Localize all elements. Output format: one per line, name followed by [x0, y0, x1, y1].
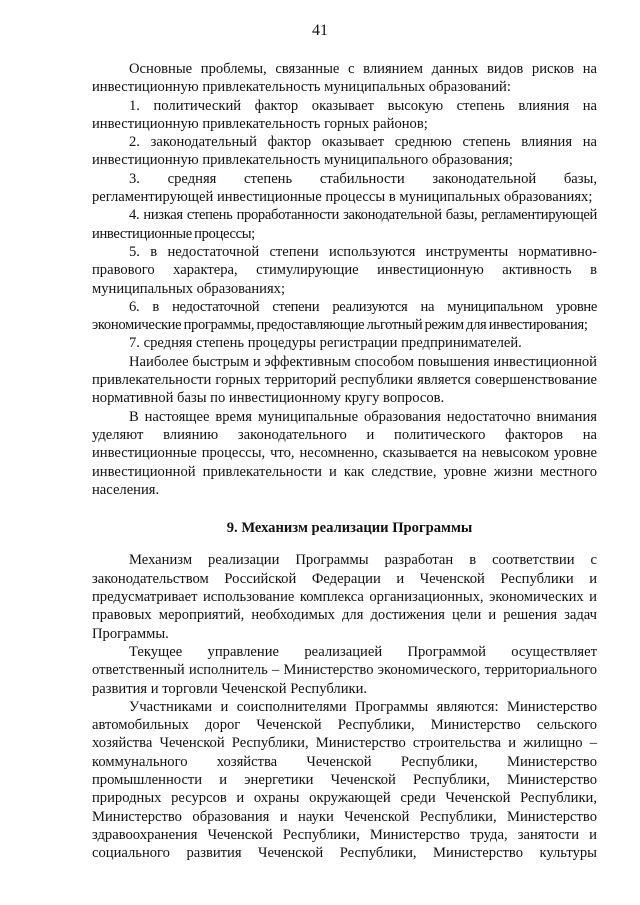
- page-number: 41: [312, 22, 328, 39]
- risk-item-6: 6. в недостаточной степени реализуются на муниципальном уровне экономические программы, предоставляющие льготный режим для инвестирования;: [92, 298, 597, 334]
- risk-item-5: 5. в недостаточной степени используются инструменты нормативно-правового характера, стимулирующие инвестиционную активность в муниципальных образованиях;: [92, 243, 597, 297]
- document-body: [92, 60, 597, 862]
- risks-intro: Основные проблемы, связанные с влиянием данных видов рисков на инвестиционную привлекательность муниципальных образований:: [92, 61, 597, 96]
- section-9-heading: 9. Механизм реализации Программы: [226, 520, 473, 537]
- section-9-paragraph-2: Текущее управление реализацией Программой осуществляет ответственный исполнитель – Министерство экономического, территориального развития и торговли Чеченской Республики.: [92, 643, 597, 697]
- section-9-paragraph-1: Механизм реализации Программы разработан в соответствии с законодательством Российской Федерации и Чеченской Республики и предусматривает использование комплекса организационных, экономических и правовых мероприятий, необходимых для достижения цели и решения задач Программы.: [92, 552, 597, 642]
- risks-paragraph-1: Наиболее быстрым и эффективным способом повышения инвестиционной привлекательности горных территорий республики является совершенствование нормативной базы по инвестиционному кругу вопросов.: [92, 353, 597, 407]
- risks-paragraph-2: В настоящее время муниципальные образования недостаточно внимания уделяют влиянию законодательного и политического факторов на инвестиционные процессы, что, несомненно, сказывается на невысоком уровне инвестиционной привлекательности и как следствие, уровне жизни местного населения.: [92, 408, 597, 498]
- section-9-paragraph-3: Участниками и соисполнителями Программы являются: Министерство автомобильных дорог Чеченской Республики, Министерство сельского хозяйства Чеченской Республики, Министерство строительства и жилищно – коммунального хозяйства Чеченской Республики, Министерство промышленности и энергетики Чеченской Республики, Министерство природных ресурсов и охраны окружающей среди Чеченской Республики, Министерство образования и науки Чеченской Республики, Министерство здравоохранения Чеченской Республики, Министерство труда, занятости и социального развития Чеченской Республики, Министерство культуры: [92, 698, 597, 862]
- risk-item-4: 4. низкая степень проработанности законодательной базы, регламентирующей инвестиционные процессы;: [92, 207, 597, 242]
- risk-item-3: 3. средняя степень стабильности законодательной базы, регламентирующей инвестиционные процессы в муниципальных образованиях;: [92, 170, 597, 206]
- risk-item-7: 7. средняя степень процедуры регистрации предпринимателей.: [129, 335, 522, 352]
- risk-item-1: 1. политический фактор оказывает высокую степень влияния на инвестиционную привлекательность горных районов;: [92, 97, 597, 132]
- risk-item-2: 2. законодательный фактор оказывает среднюю степень влияния на инвестиционную привлекательность муниципального образования;: [92, 134, 597, 169]
